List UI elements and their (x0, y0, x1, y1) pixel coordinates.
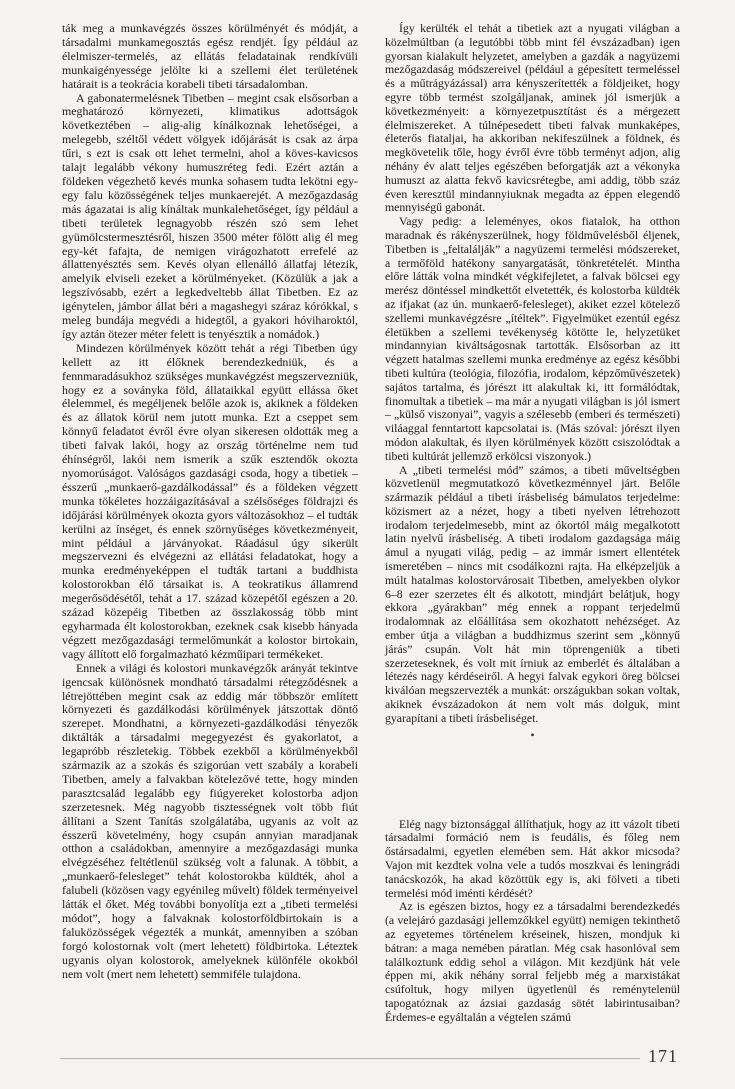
paragraph: Így kerülték el tehát a tibetiek azt a nyugati világban a közelmúltban (a legutóbbi több mint fél évszázadban) igen gyorsan kialakult helyzetet, amelyben a gazdák a nagyüzemi mezőgazdaság módszereivel (például a gépesített termeléssel és a műtrágyázással) arra kényszerítették a földjeiket, hogy egyre több termést szolgáljanak, aminek jól ismerjük a következményeit: a környezetpusztítást és a mérgezett élelmiszereket. A túlnépesedett tibeti falvak munkaképes, életerős fiataljai, ha akkoriban nekifeszülnek a földnek, és megkövetelik tőle, hogy évről évre több terményt adjon, alig néhány év alatt teljes egészében beforgatják azt a vékonyka humuszt az alatta fekvő kavicsrétegbe, ami addig, több száz éven keresztül mindannyiuknak megadta az éppen elegendő mennyiségű gabonát. (385, 21, 680, 215)
paragraph: Vagy pedig: a leleményes, okos fiatalok, ha otthon maradnak és rákényszerülnek, hogy földművelésből éljenek, Tibetben is „feltalálják” a nagyüzemi termelési módszereket, a termőföld hatékony sanyargatását, tönkretételét. Mintha előre látták volna mindkét végkifejletet, a falvak bölcsei egy merész döntéssel mindkettőt elvetették, és kolostorba küldték az ifjakat (az ún. munkaerő-felesleget), akiket ezzel kötelező szellemi munkavégzésre „ítéltek”. Figyelmüket ezentúl egész életükben a szellemi tevékenység kötötte le, helyzetüket mindannyian kiváltságosnak tartották. Elsősorban az itt végzett hatalmas szellemi munka eredménye az egész későbbi tibeti kultúra (teológia, filozófia, irodalom, képzőművészetek) sajátos tartalma, és jórészt itt alakultak ki, itt formálódtak, finomultak a tibetiek – ma már a nyugati világban is jól ismert – „külső viszonyai”, vagyis a szélesebb (emberi és természeti) viláaggal fenntartott kapcsolatai is. (Más szóval: jórészt ilyen módon alakultak, és ilyen körülmények között csiszolódtak a tibeti kultúrát jellemző erkölcsi viszonyok.) (385, 214, 680, 463)
paragraph: A gabonatermelésnek Tibetben – megint csak elsősorban a meghatározó környezeti, klimatikus adottságok következtében – alig-alig kínálkoznak lehetőségei, a melegebb, széltől védett völgyek időjárását is csak az árpa tűri, s ezt is csak ott lehet termelni, ahol a köves-kavicsos talajt legalább vékony humuszréteg fedi. Ezért aztán a földeken végezhető kevés munka sohasem tudta lekötni egy-egy falu közösségének teljes munkaerejét. A mezőgazdaság más ágazatai is alig kínáltak munkalehetőséget, így például a tibeti területek legnagyobb részén szó sem lehet gyümölcstermesztésről, hiszen 3500 méter fölött alig él meg egy-két fafajta, de nemigen virágozhatott errefelé az állattenyésztés sem. Kevés olyan ellenálló állatfaj létezik, amelyik elviseli ezeket a körülményeket. (Közülük a jak a legszívósabb, ezért a legkedveltebb állat Tibetben. Ez az igénytelen, jámbor állat béri a magashegyi száraz kórókkal, s meleg bundája megvédi a hidegtől, a gyakori hóviharoktól, így aztán ötezer méter felett is tenyésztik a nomádok.) (62, 90, 358, 341)
right-text-column (385, 22, 680, 1025)
paragraph: A „tibeti termelési mód” számos, a tibeti műveltségben közvetlenül megmutatkozó következménnyel járt. Belőle származik például a tibeti írásbeliség bámulatos terjedelme: közismert az a nézet, hogy a tibeti nyelven létrehozott irodalom terjedelmesebb, mint az ókortól máig megalkotott latin nyelvű írásbeliség. A tibeti irodalom gazdagsága máig ámul a nyugati világ, pedig – az immár ismert ellentétek ismeretében – nincs mit csodálkozni rajta. Ha elképzeljük a múlt hatalmas kolostorvárosait Tibetben, amelyekben olykor 6–8 ezer szerzetes élt és alkotott, mindjárt belátjuk, hogy ekkora „gyárakban” még ennek a roppant terjedelmű irodalomnak az előállítása sem okozhatott nehézséget. Az ember útja a világban a buddhizmus szerint sem „könnyű járás” csupán. Volt hát min töprengeniük a tibeti szerzeteseknek, és volt mit írniuk az emberlét és általában a létezés nagy kérdéseiről. A hegyi falvak egykori öreg bölcsei kiválóan megszervezték a munkát: országukban sokan voltak, akiknek évszázadokon át nem volt más dolguk, mint gyarapítani a tibeti írásbeliséget. (385, 462, 680, 725)
section-separator: • (530, 727, 535, 742)
paragraph: Mindezen körülmények között tehát a régi Tibetben úgy kellett az itt élőknek berendezkedniük, és a fennmaradásukhoz szükséges munkavégzést megszervezniük, hogy ez a soványka föld, állataikkal együtt ellássa őket élelemmel, és megéljenek belőle azok is, akiknek a földeken és az állatok körül nem jutott munka. Ezt a cseppet sem könnyű feladatot évről évre olyan sikeresen oldották meg a tibeti falvak lakói, hogy az ország történelme nem tud éhínségről, lakói nem ismerik a szűk esztendők okozta nyomorúságot. Valóságos gazdasági csoda, hogy a tibetiek – ésszerű „munkaerő-gazdálkodással” és a földeken végzett munka tökéletes hozzáigazításával a szélsőséges földrajzi és időjárási körülmények okozta gyors változásokhoz – el tudták kerülni az ínséget, és ennek szörnyűséges következményeit, mint például a járványokat. Ráadásul úgy sikerült megszervezni és elvégezni az ellátási feladatokat, hogy a munka eredményeképpen el tudták tartani a buddhista kolostorokban élő társaikat is. A teokratikus államrend megerősödésétől, tehát a 17. század közepétől egészen a 20. század közepéig Tibetben az összlakosság több mint egyharmada élt kolostorokban, ezeknek csak kisebb hányada végzett mezőgazdasági termelőmunkát a kolostor birtokain, vagy állított elő forgalmazható kézműipari termékeket. (62, 340, 358, 661)
left-text-column (62, 22, 358, 982)
page-number: 171 (648, 1046, 678, 1066)
footer-rule (60, 1058, 640, 1059)
paragraph: Ennek a világi és kolostori munkavégzők arányát tekintve igencsak különösnek mondható társadalmi rétegződésnek a létrejöttében megint csak az eddig már többször említett környezeti és gazdálkodási körülmények játszottak döntő szerepet. Mondhatni, a környezeti-gazdálkodási tényezők diktálták a társadalmi megegyezést és gyakorlatot, a legapróbb részletekig. Többek ezekből a körülményekből származik az a szokás és szigorúan vett szabály a korabeli Tibetben, amely a falvakban kötelezővé tette, hogy minden parasztcsalád legalább egy fiúgyereket kolostorba adjon szerzetesnek. Még nagyobb tisztességnek volt több fiút állítani a Szent Tanítás szolgálatába, ugyanis az volt az ésszerű követelmény, hogy csupán annyian maradjanak otthon a családokban, amennyire a mezőgazdasági munka elvégzéséhez feltétlenül szükség volt a falunak. A többit, a „munkaerő-felesleget” tehát kolostorokba küldték, ahol a falubeli (közösen vagy egyénileg művelt) földek terményeivel látták el őket. Még további bonyolítja ezt a „tibeti termelési módot”, hogy a falvaknak kolostorföldbirtokain is a faluközösségek végezték a munkát, amennyiben a szóban forgó kolostornak volt (mert lehetett) földbirtoka. Léteztek ugyanis olyan kolostorok, amelyeknek különféle okokból nem volt (mert nem lehetett) semmiféle tulajdona. (62, 660, 358, 981)
paragraph: ták meg a munkavégzés összes körülményét és módját, a társadalmi munkamegosztás egész rendjét. Így például az élelmiszer-termelés, az ellátás feladatainak rendkívüli munkaigényessége jelölte ki a szellemi élet területének határait is a teokrácia korabeli tibeti társadalomban. (62, 21, 358, 91)
paragraph: Elég nagy biztonsággal állíthatjuk, hogy az itt vázolt tibeti társadalmi formáció nem is feudális, és főleg nem őstársadalmi, egyetlen elemében sem. Hát akkor micsoda? Vajon mit kezdtek volna vele a tudós moszkvai és leningrádi tanácskozók, ha akad közöttük egy is, aki fölveti a tibeti termelési mód iménti kérdését? (385, 816, 680, 900)
paragraph: Az is egészen biztos, hogy ez a társadalmi berendezkedés (a velejáró gazdasági jellemzőkkel együtt) nemigen tekinthető az egyetemes történelem kréseinek, hiszen, mondjuk ki bátran: a maga nemében páratlan. Még csak hasonlóval sem találkoztunk eddig sehol a világon. Mit kezdjünk hát vele éppen mi, akik néhány sorral feljebb még a marxistákat csúfoltuk, hogy milyen ügyetlenül és reménytelenül tapogatóznak az ázsiai gazdaság sötét labirintusaiban? Érdemes-e egyáltalán a végtelen számú (385, 899, 680, 1024)
